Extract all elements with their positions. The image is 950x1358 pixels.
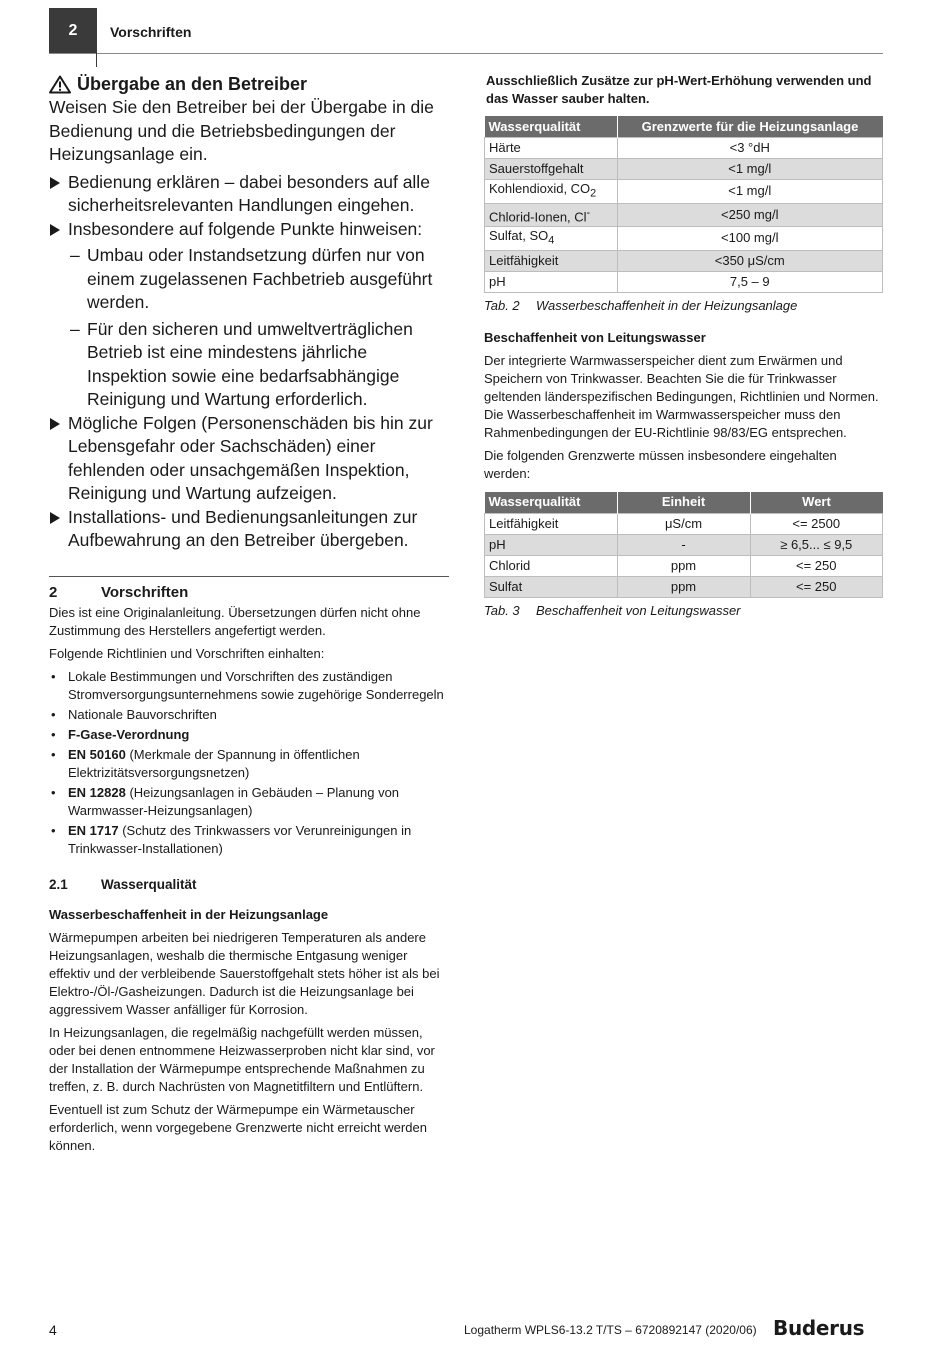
ph-note: Ausschließlich Zusätze zur pH-Wert-Erhöhung verwenden und das Wasser sauber halten.: [486, 73, 872, 106]
norm-code: EN 12828: [68, 785, 126, 800]
table-cell: Sauerstoffgehalt: [485, 159, 618, 180]
list-item: [49, 506, 449, 553]
table-cell: pH: [485, 271, 618, 292]
table-row: [485, 203, 883, 226]
bullet-icon: •: [51, 747, 56, 762]
warning-icon: [49, 75, 71, 94]
handover-list: [49, 171, 449, 553]
table-row: [485, 138, 883, 159]
table-row: [485, 513, 883, 534]
table-cell: <= 250: [750, 555, 883, 576]
cell-text: Sulfat, SO: [489, 227, 549, 243]
sublist-item-text: Für den sicheren und umweltverträglichen Betrieb ist eine mindestens jährliche Inspektion sowie eine bedarfsabhängige Reinigung und Wartung erforderlich.: [87, 318, 413, 409]
list-item-text: Nationale Bauvorschriften: [68, 707, 217, 722]
list-item-text: (Schutz des Trinkwassers vor Verunreinigungen in Trinkwasser-Installationen): [68, 823, 412, 856]
table-cell: <= 2500: [750, 513, 883, 534]
subhead: Wasserbeschaffenheit in der Heizungsanlage: [49, 907, 329, 922]
section-title: Vorschriften: [101, 584, 189, 601]
list-item-text: Mögliche Folgen (Personenschäden bis hin zur Lebensgefahr oder Sachschäden) einer fehlenden oder unsachgemäßen Inspektion, Reinigung und Wartung aufzeigen.: [68, 412, 433, 503]
table-cell: <1 mg/l: [617, 180, 883, 204]
section-heading: [49, 584, 449, 602]
handover-body: [49, 96, 449, 553]
table-cell: -: [617, 534, 750, 555]
dash-icon: –: [70, 245, 80, 265]
table-cell: Leitfähigkeit: [485, 513, 618, 534]
list-item: [49, 218, 449, 412]
paragraph: Wärmepumpen arbeiten bei niedrigeren Temperaturen als andere Heizungsanlagen, weshalb die thermische Entgasung weniger effektiv und der verbleibende Sauerstoffgehalt stets höher ist als bei Elektro-/Öl-/Gasheizungen. Dadurch ist die Heizungsanlage bei aggressivem Wasser anfälliger für Korrosion.: [49, 930, 440, 1017]
table-row: [485, 180, 883, 204]
table-cell: ppm: [617, 576, 750, 597]
arrow-icon: [50, 224, 60, 236]
regulation-list: [49, 668, 449, 858]
table-header-row: [485, 492, 883, 514]
norm-code: EN 1717: [68, 823, 119, 838]
list-item-text: Bedienung erklären – dabei besonders auf alle sicherheitsrelevanten Handlungen eingehen.: [68, 171, 430, 215]
list-item-text: F-Gase-Verordnung: [68, 727, 190, 742]
list-item: [49, 668, 449, 704]
left-column: [49, 72, 449, 553]
header-rule: [49, 53, 883, 54]
arrow-icon: [50, 177, 60, 189]
section-number: 2: [49, 584, 58, 601]
table-cell: Härte: [485, 138, 618, 159]
document-reference: Logatherm WPLS6-13.2 T/TS – 6720892147 (2020/06): [464, 1323, 757, 1337]
list-item: [49, 726, 449, 744]
table-cell: <350 μS/cm: [617, 250, 883, 271]
handover-intro: Weisen Sie den Betreiber bei der Übergabe in die Bedienung und die Betriebsbedingungen der Heizungsanlage ein.: [49, 97, 434, 164]
chapter-number-box: [49, 8, 97, 54]
arrow-icon: [50, 512, 60, 524]
table-header-row: [485, 116, 883, 138]
table-cell: Sulfat: [485, 576, 618, 597]
section-2: [49, 584, 449, 1160]
subscript: 4: [548, 234, 555, 247]
bullet-icon: •: [51, 727, 56, 742]
paragraph: Die folgenden Grenzwerte müssen insbesondere eingehalten werden:: [484, 447, 837, 481]
list-item: [49, 171, 449, 218]
list-item: [49, 784, 449, 820]
table-cell: ppm: [617, 555, 750, 576]
list-item: [49, 746, 449, 782]
table-cell: <= 250: [750, 576, 883, 597]
caption-label: Tab. 2: [484, 297, 520, 313]
table-cell: Leitfähigkeit: [485, 250, 618, 271]
arrow-icon: [50, 418, 60, 430]
bullet-icon: •: [51, 785, 56, 800]
dash-icon: –: [70, 318, 80, 339]
subsection-heading: [49, 876, 449, 894]
subsection-number: 2.1: [49, 877, 68, 892]
header-tick: [96, 53, 97, 67]
table-header-cell: Wasserqualität: [485, 116, 618, 138]
cell-text: Chlorid-Ionen, Cl: [489, 208, 587, 224]
handover-title: Übergabe an den Betreiber: [77, 74, 308, 94]
sublist-item: [68, 244, 449, 315]
subscript: 2: [590, 187, 597, 200]
cell-text: Kohlendioxid, CO: [489, 181, 591, 196]
table-caption: [484, 602, 884, 620]
paragraph: Folgende Richtlinien und Vorschriften einhalten:: [49, 646, 325, 661]
paragraph: Der integrierte Warmwasserspeicher dient zum Erwärmen und Speichern von Trinkwasser. Beachten Sie die für Trinkwasser geltenden länderspezifischen Bedingungen, Richtlinien und Normen. Die Wasserbeschaffenheit im Warmwasserspeicher muss den Rahmenbedingungen der EU-Richtlinie 98/83/EG entsprechen.: [484, 352, 879, 440]
right-column: [484, 72, 884, 620]
table-cell: [485, 180, 618, 204]
table-cell: <1 mg/l: [617, 159, 883, 180]
list-item: [49, 822, 449, 858]
bullet-icon: •: [51, 707, 56, 722]
table-header-cell: Einheit: [617, 492, 750, 514]
table-cell: pH: [485, 534, 618, 555]
sublist-item: [68, 318, 449, 412]
table-row: [485, 159, 883, 180]
chapter-title: Vorschriften: [110, 24, 192, 40]
table-row: [485, 534, 883, 555]
subhead: Beschaffenheit von Leitungswasser: [484, 329, 706, 345]
heating-water-table: [484, 116, 883, 293]
table-cell: <250 mg/l: [617, 203, 883, 226]
paragraph: Eventuell ist zum Schutz der Wärmepumpe ein Wärmetauscher erforderlich, wenn vorgegebene Grenzwerte nicht erreicht werden können.: [49, 1102, 427, 1153]
list-item: [49, 412, 449, 506]
subsection-title: Wasserqualität: [101, 877, 197, 892]
table-cell: <3 °dH: [617, 138, 883, 159]
table-cell: [485, 226, 618, 250]
table-row: [485, 271, 883, 292]
list-item: [49, 706, 449, 724]
caption-label: Tab. 3: [484, 602, 520, 618]
caption-text: Wasserbeschaffenheit in der Heizungsanlage: [536, 297, 798, 313]
list-item-text: Insbesondere auf folgende Punkte hinweisen:: [68, 218, 423, 239]
tap-water-table: [484, 492, 883, 598]
table-header-cell: Wert: [750, 492, 883, 514]
table-cell: <100 mg/l: [617, 226, 883, 250]
table-cell: [485, 203, 618, 226]
table-header-cell: Wasserqualität: [485, 492, 618, 514]
page-number: 4: [49, 1322, 57, 1338]
table-row: [485, 250, 883, 271]
list-item-text: Lokale Bestimmungen und Vorschriften des zuständigen Stromversorgungsunternehmens sowie zugehörige Sonderregeln: [68, 669, 444, 702]
list-item-text: Installations- und Bedienungsanleitungen zur Aufbewahrung an den Betreiber übergeben.: [68, 506, 418, 550]
table-cell: μS/cm: [617, 513, 750, 534]
table-header-cell: Grenzwerte für die Heizungsanlage: [617, 116, 883, 138]
table-cell: Chlorid: [485, 555, 618, 576]
handover-sublist: [68, 244, 449, 412]
table-row: [485, 226, 883, 250]
bullet-icon: •: [51, 823, 56, 838]
section-divider: [49, 576, 449, 577]
paragraph: Dies ist eine Originalanleitung. Übersetzungen dürfen nicht ohne Zustimmung des Herstellers angefertigt werden.: [49, 605, 421, 638]
table-cell: 7,5 – 9: [617, 271, 883, 292]
norm-code: EN 50160: [68, 747, 126, 762]
chapter-number: 2: [68, 22, 78, 39]
table-cell: ≥ 6,5... ≤ 9,5: [750, 534, 883, 555]
paragraph: In Heizungsanlagen, die regelmäßig nachgefüllt werden müssen, oder bei denen entnommene Heizwasserproben nicht klar sind, vor der Installation der Wärmepumpe entsprechende Maßnahmen zu treffen, z. B. durch Nachrüsten von Magnetitfiltern und Entlüftern.: [49, 1025, 435, 1094]
list-item-text: (Merkmale der Spannung in öffentlichen Elektrizitätsversorgungsnetzen): [68, 747, 360, 780]
brand-logo: Buderus: [773, 1316, 865, 1340]
table-row: [485, 555, 883, 576]
bullet-icon: •: [51, 669, 56, 684]
sublist-item-text: Umbau oder Instandsetzung dürfen nur von einem zugelassenen Fachbetrieb ausgeführt werden.: [87, 245, 433, 312]
table-row: [485, 576, 883, 597]
list-item-text: (Heizungsanlagen in Gebäuden – Planung von Warmwasser-Heizungsanlagen): [68, 785, 400, 818]
superscript: -: [586, 206, 591, 219]
table-caption: [484, 297, 884, 315]
handover-heading: [49, 72, 449, 96]
caption-text: Beschaffenheit von Leitungswasser: [536, 602, 741, 618]
